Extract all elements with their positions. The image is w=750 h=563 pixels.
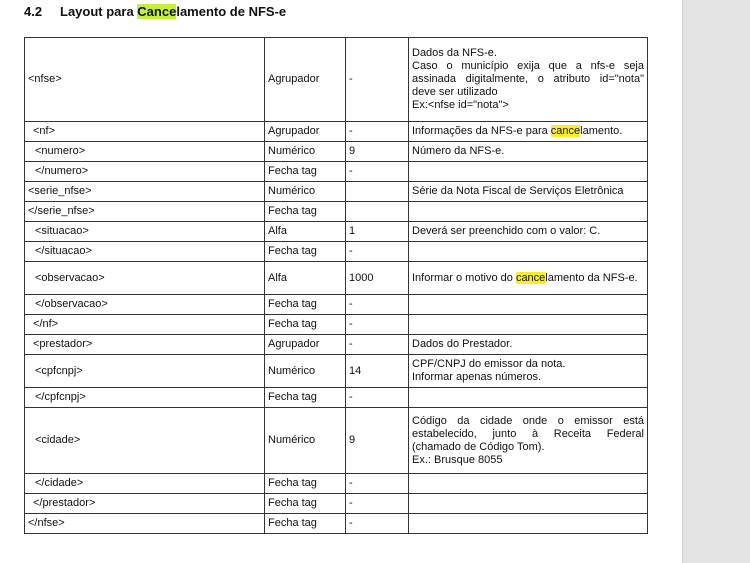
tag-cell: </serie_nfse>	[25, 202, 265, 222]
heading-prefix: Layout para	[60, 4, 138, 19]
size-cell: -	[346, 474, 409, 494]
description-text: lamento da NFS-e.	[545, 271, 638, 284]
size-cell: -	[346, 122, 409, 142]
table-row	[25, 514, 648, 534]
type-cell: Numérico	[265, 355, 346, 388]
tag-cell: </observacao>	[25, 295, 265, 315]
description-cell	[409, 514, 648, 534]
table-row	[25, 388, 648, 408]
description-line: Informar apenas números.	[412, 371, 542, 383]
table-row	[25, 494, 648, 514]
table-row	[25, 242, 648, 262]
size-cell: 9	[346, 142, 409, 162]
size-cell: 9	[346, 408, 409, 474]
table-row	[25, 335, 648, 355]
description-highlight: cance	[550, 125, 581, 137]
size-cell: 1000	[346, 262, 409, 295]
section-number: 4.2	[24, 4, 43, 19]
size-cell: 14	[346, 355, 409, 388]
type-cell: Numérico	[265, 182, 346, 202]
type-cell: Fecha tag	[265, 514, 346, 534]
type-cell: Fecha tag	[265, 295, 346, 315]
description-cell: Série da Nota Fiscal de Serviços Eletrônica	[409, 182, 648, 202]
type-cell: Fecha tag	[265, 162, 346, 182]
description-cell	[409, 242, 648, 262]
tag-cell: </nfse>	[25, 514, 265, 534]
tag-cell: <prestador>	[25, 335, 265, 355]
table-row	[25, 408, 648, 474]
type-cell: Agrupador	[265, 335, 346, 355]
table-row	[25, 295, 648, 315]
description-line: CPF/CNPJ do emissor da nota.	[412, 358, 566, 370]
description-cell	[409, 162, 648, 182]
type-cell: Numérico	[265, 142, 346, 162]
size-cell: -	[346, 494, 409, 514]
description-cell	[409, 494, 648, 514]
description-line: Código da cidade onde o emissor está estabelecido, junto à Receita Federal (chamado de Código Tom).	[412, 414, 644, 453]
tag-cell: </prestador>	[25, 494, 265, 514]
tag-cell: </cpfcnpj>	[25, 388, 265, 408]
section-heading	[24, 4, 286, 19]
type-cell: Numérico	[265, 408, 346, 474]
type-cell: Fecha tag	[265, 388, 346, 408]
tag-cell: <nfse>	[25, 38, 265, 122]
tag-cell: <cpfcnpj>	[25, 355, 265, 388]
description-cell: Deverá ser preenchido com o valor: C.	[409, 222, 648, 242]
heading-highlight: Cance	[137, 4, 177, 19]
type-cell: Fecha tag	[265, 202, 346, 222]
size-cell	[346, 202, 409, 222]
tag-cell: <serie_nfse>	[25, 182, 265, 202]
type-cell: Agrupador	[265, 38, 346, 122]
table-row	[25, 262, 648, 295]
description-cell	[409, 295, 648, 315]
description-text: Informar o motivo do	[412, 271, 516, 284]
type-cell: Fecha tag	[265, 494, 346, 514]
description-cell	[409, 474, 648, 494]
tag-cell: </numero>	[25, 162, 265, 182]
table-row	[25, 142, 648, 162]
size-cell: -	[346, 295, 409, 315]
table-row	[25, 38, 648, 122]
table-row	[25, 474, 648, 494]
type-cell: Agrupador	[265, 122, 346, 142]
layout-table	[24, 37, 648, 534]
size-cell: -	[346, 388, 409, 408]
type-cell: Fecha tag	[265, 474, 346, 494]
tag-cell: <situacao>	[25, 222, 265, 242]
tag-cell: <numero>	[25, 142, 265, 162]
table-row	[25, 202, 648, 222]
table-row	[25, 122, 648, 142]
description-cell: Número da NFS-e.	[409, 142, 648, 162]
table-row	[25, 162, 648, 182]
size-cell	[346, 182, 409, 202]
tag-cell: <observacao>	[25, 262, 265, 295]
table-row	[25, 315, 648, 335]
description-highlight: cance	[515, 271, 546, 284]
description-text: Informações da NFS-e para	[412, 125, 551, 137]
description-cell	[409, 388, 648, 408]
type-cell: Fecha tag	[265, 315, 346, 335]
description-cell	[409, 202, 648, 222]
type-cell: Fecha tag	[265, 242, 346, 262]
size-cell: -	[346, 335, 409, 355]
description-cell	[409, 122, 648, 142]
size-cell: -	[346, 38, 409, 122]
size-cell: -	[346, 514, 409, 534]
table-row	[25, 355, 648, 388]
description-line: Caso o município exija que a nfs-e seja assinada digitalmente, o atributo id="nota" deve ser utilizado	[412, 60, 644, 98]
table-row	[25, 222, 648, 242]
size-cell: -	[346, 315, 409, 335]
tag-cell: <nf>	[25, 122, 265, 142]
size-cell: -	[346, 162, 409, 182]
description-cell: Dados do Prestador.	[409, 335, 648, 355]
type-cell: Alfa	[265, 222, 346, 242]
tag-cell: </situacao>	[25, 242, 265, 262]
table-row	[25, 182, 648, 202]
size-cell: 1	[346, 222, 409, 242]
description-cell	[409, 315, 648, 335]
description-cell	[409, 355, 648, 388]
tag-cell: </cidade>	[25, 474, 265, 494]
description-line: Ex.: Brusque 8055	[412, 453, 503, 466]
type-cell: Alfa	[265, 262, 346, 295]
tag-cell: <cidade>	[25, 408, 265, 474]
description-cell	[409, 38, 648, 122]
heading-suffix: lamento de NFS-e	[176, 4, 287, 19]
tag-cell: </nf>	[25, 315, 265, 335]
description-cell	[409, 262, 648, 295]
description-line: Dados da NFS-e.	[412, 47, 497, 59]
viewer-side-panel	[682, 0, 750, 563]
description-text: lamento.	[580, 125, 623, 137]
description-line: Ex:<nfse id="nota">	[412, 99, 509, 111]
description-cell	[409, 408, 648, 474]
size-cell: -	[346, 242, 409, 262]
